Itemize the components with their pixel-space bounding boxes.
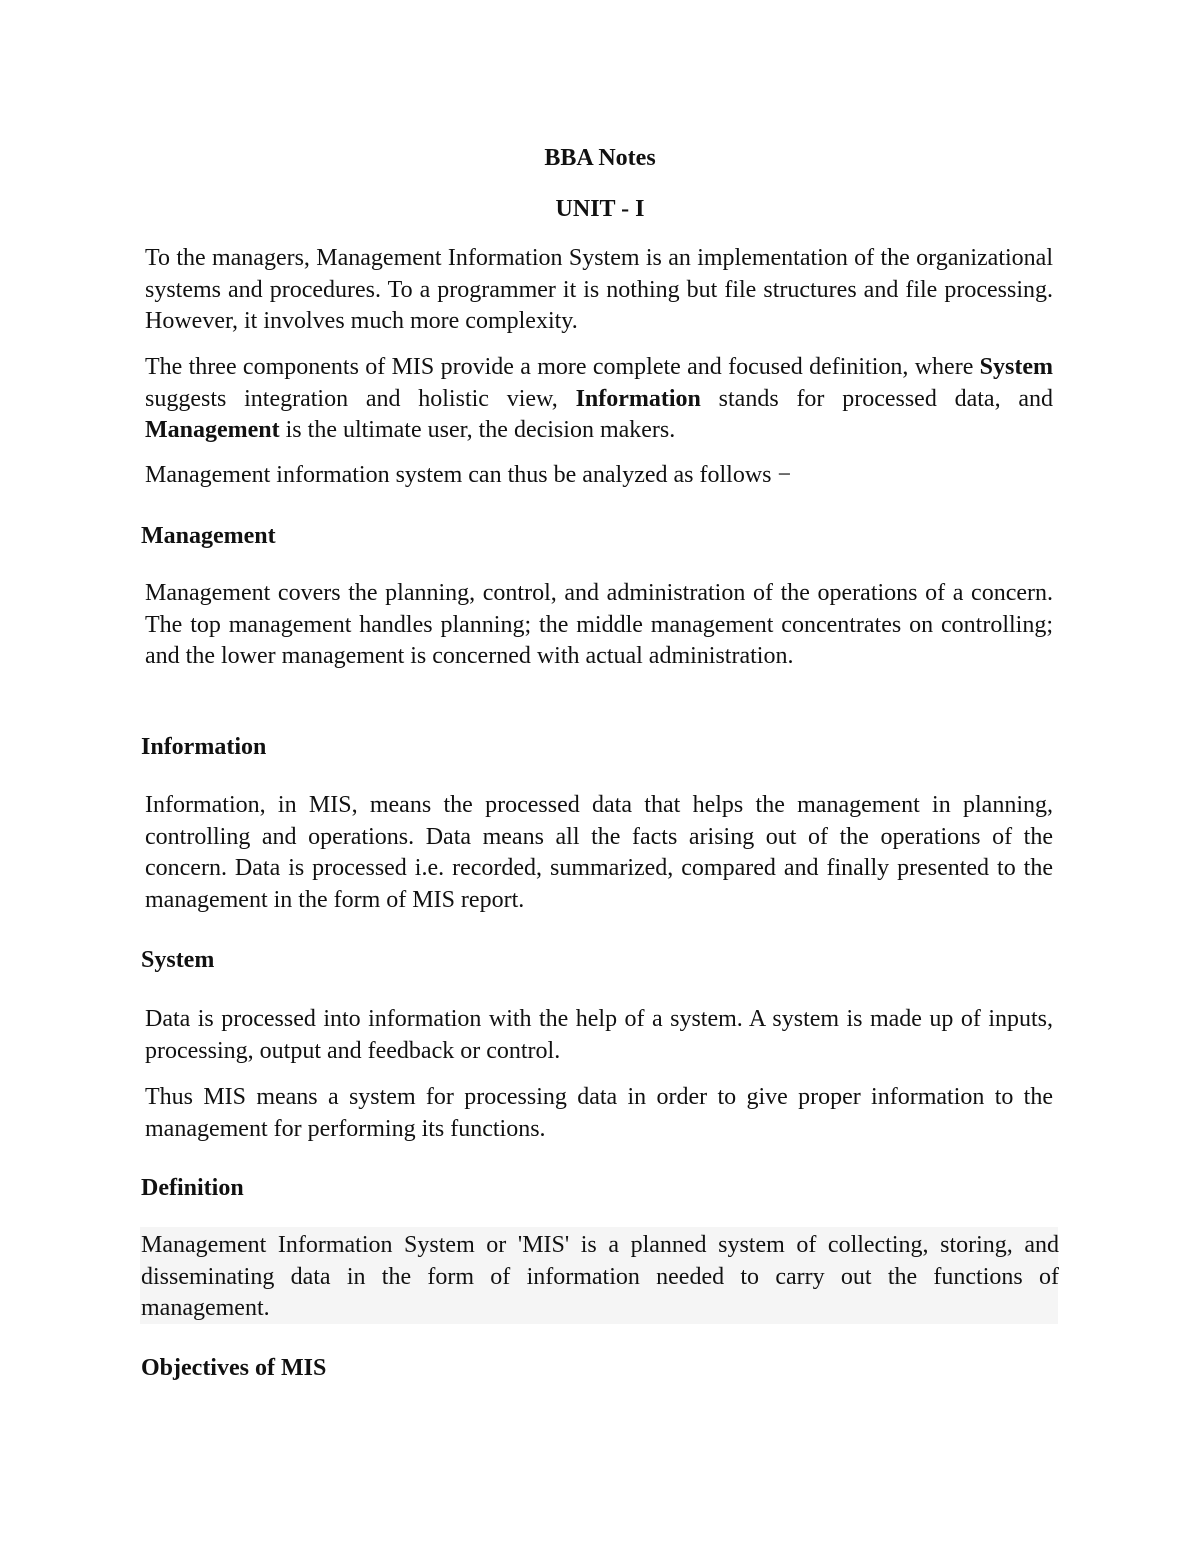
components-text-3: stands for processed data, and: [700, 385, 1053, 412]
document-title: BBA Notes: [544, 145, 656, 171]
information-paragraph: Information, in MIS, means the processed data that helps the management in planning, controlling and operations. Data means all the facts arising out of the operations of the concern. Data is processed i.e. recorded, summarized, compared and finally presented to the management in the form of MIS report.: [145, 792, 1053, 913]
unit-title: UNIT - I: [555, 196, 645, 222]
components-text-4: is the ultimate user, the decision makers.: [279, 417, 676, 443]
components-paragraph: [145, 352, 1053, 447]
section-heading-information: Information: [141, 734, 267, 760]
system-paragraph-2: Thus MIS means a system for processing data in order to give proper information to the management for performing its functions.: [145, 1084, 1053, 1142]
definition-paragraph: Management Information System or 'MIS' is a planned system of collecting, storing, and disseminating data in the form of information needed to carry out the functions of management.: [141, 1232, 1059, 1321]
analyzed-paragraph: Management information system can thus be analyzed as follows −: [145, 462, 792, 488]
section-heading-system: System: [141, 947, 215, 973]
section-heading-definition: Definition: [141, 1175, 244, 1201]
components-text-2: suggests integration and holistic view,: [145, 385, 576, 412]
section-heading-objectives: Objectives of MIS: [141, 1355, 327, 1381]
system-paragraph-1: Data is processed into information with the help of a system. A system is made up of inputs, processing, output and feedback or control.: [145, 1006, 1053, 1064]
components-bold-information: Information: [575, 385, 701, 412]
components-bold-system: System: [979, 354, 1053, 380]
section-heading-management: Management: [141, 523, 276, 549]
intro-paragraph: To the managers, Management Information System is an implementation of the organizational systems and procedures. To a programmer it is nothing but file structures and file processing. However, it involves much more complexity.: [145, 245, 1053, 334]
components-bold-management: Management: [145, 417, 280, 443]
components-text-1: The three components of MIS provide a more complete and focused definition, where: [145, 354, 980, 380]
management-paragraph: Management covers the planning, control, and administration of the operations of a concern. The top management handles planning; the middle management concentrates on controlling; and the lower management is concerned with actual administration.: [145, 580, 1053, 669]
